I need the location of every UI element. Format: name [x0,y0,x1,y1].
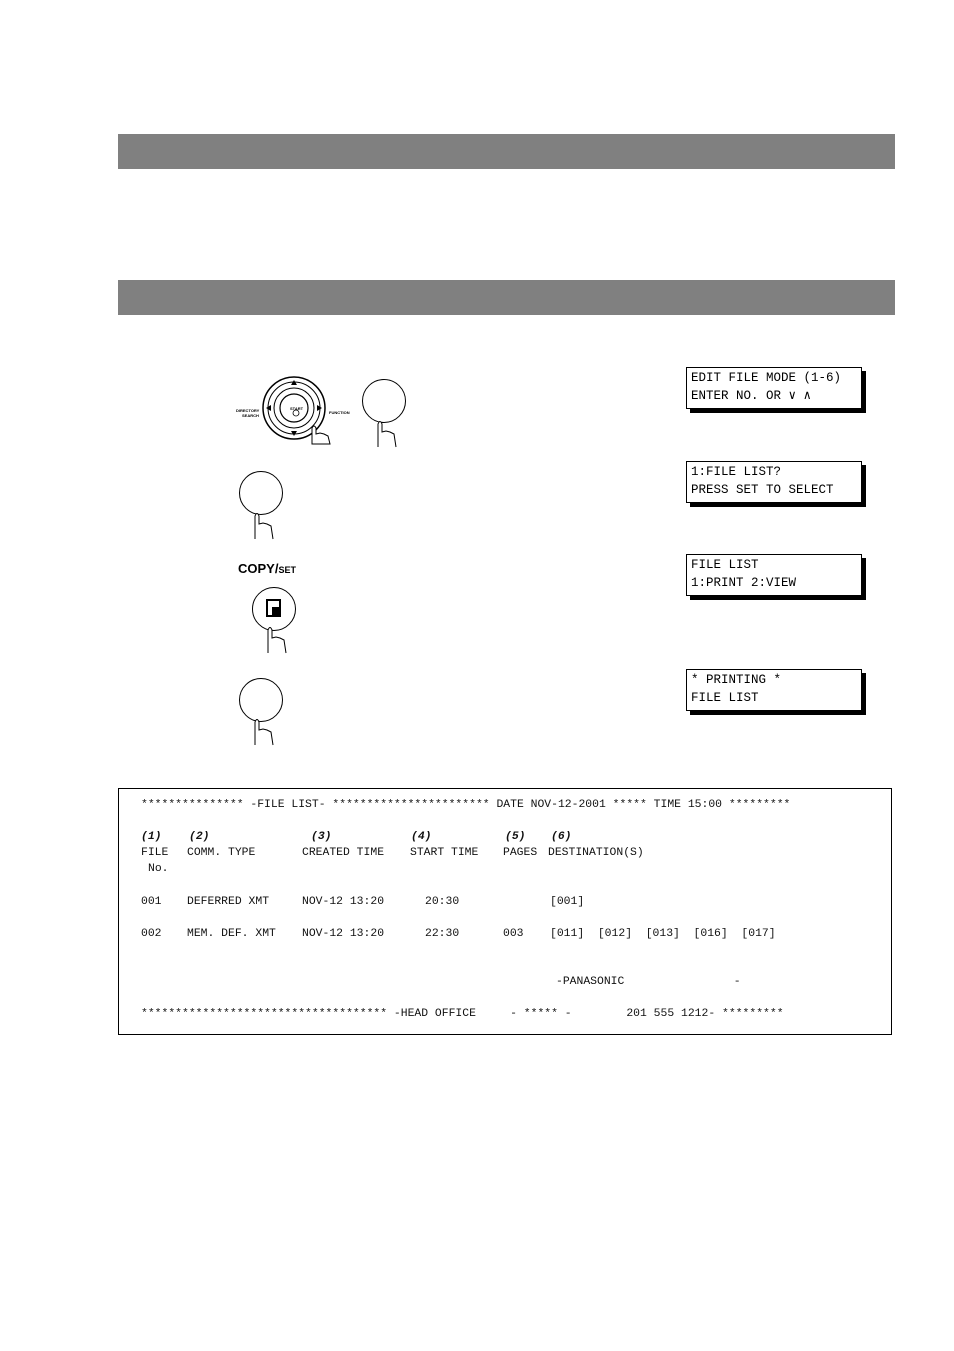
row-2-pages: 003 [503,928,524,940]
lcd-line-1: * PRINTING * [691,673,782,687]
col-num-4: (4) [411,831,432,843]
col-num-1: (1) [141,831,162,843]
col-num-2: (2) [189,831,210,843]
row-1-start: 20:30 [425,896,460,908]
col-num-3: (3) [311,831,332,843]
copy-set-label [238,561,296,576]
row-1-created: NOV-12 13:20 [302,896,385,908]
col-head-destination: DESTINATION(S) [548,847,644,859]
col-num-5: (5) [505,831,526,843]
pressing-hand-icon [260,624,288,654]
lcd-line-2: ENTER NO. OR ∨ ∧ [691,389,812,403]
row-2-start: 22:30 [425,928,460,940]
section-bar-top [118,134,895,169]
row-2-dest: [011] [012] [013] [016] [017] [550,928,776,940]
col-head-start-time: START TIME [410,847,479,859]
lcd-line-1: 1:FILE LIST? [691,465,782,479]
copy-label: COPY [238,561,275,576]
report-header: *************** -FILE LIST- *********************** DATE NOV-12-2001 ***** TIME 15:00 ********* [141,799,791,811]
row-1-dest: [001] [550,896,585,908]
directory-label: DIRECTORY [236,408,260,413]
row-2-type: MEM. DEF. XMT [187,928,276,940]
col-head-file: FILE [141,847,169,859]
lcd-display-printing [686,669,862,711]
col-head-pages: PAGES [503,847,538,859]
slash-label: / [274,561,279,576]
control-panel-dial[interactable] [234,366,350,448]
function-label: FUNCTION [329,410,350,415]
report-footer-line: ************************************ -HEAD OFFICE - ***** - 201 555 1212- ********* [141,1008,784,1020]
lcd-line-2: FILE LIST [691,691,759,705]
lcd-line-1: EDIT FILE MODE (1-6) [691,371,842,385]
row-2-file: 002 [141,928,162,940]
pressing-hand-icon [247,716,275,746]
search-label: SEARCH [242,413,259,418]
lcd-display-edit-file-mode [686,367,862,409]
set-label: SET [278,565,296,575]
pressing-hand-icon [247,510,275,540]
start-key-label: START [290,406,304,411]
row-1-type: DEFERRED XMT [187,896,270,908]
row-1-file: 001 [141,896,162,908]
lcd-line-1: FILE LIST [691,558,759,572]
pressing-hand-icon [370,418,398,448]
report-footer-company: -PANASONIC - [556,976,741,988]
section-bar-second [118,280,895,315]
lcd-display-print-view [686,554,862,596]
col-num-6: (6) [551,831,572,843]
lcd-line-2: PRESS SET TO SELECT [691,483,834,497]
key-1-button[interactable] [239,471,283,515]
lcd-line-2: 1:PRINT 2:VIEW [691,576,797,590]
row-2-created: NOV-12 13:20 [302,928,385,940]
lcd-display-file-list [686,461,862,503]
file-list-report [118,788,892,1035]
col-head-comm-type: COMM. TYPE [187,847,256,859]
function-button[interactable] [362,379,406,423]
col-head-file-no: No. [148,863,169,875]
col-head-created-time: CREATED TIME [302,847,385,859]
